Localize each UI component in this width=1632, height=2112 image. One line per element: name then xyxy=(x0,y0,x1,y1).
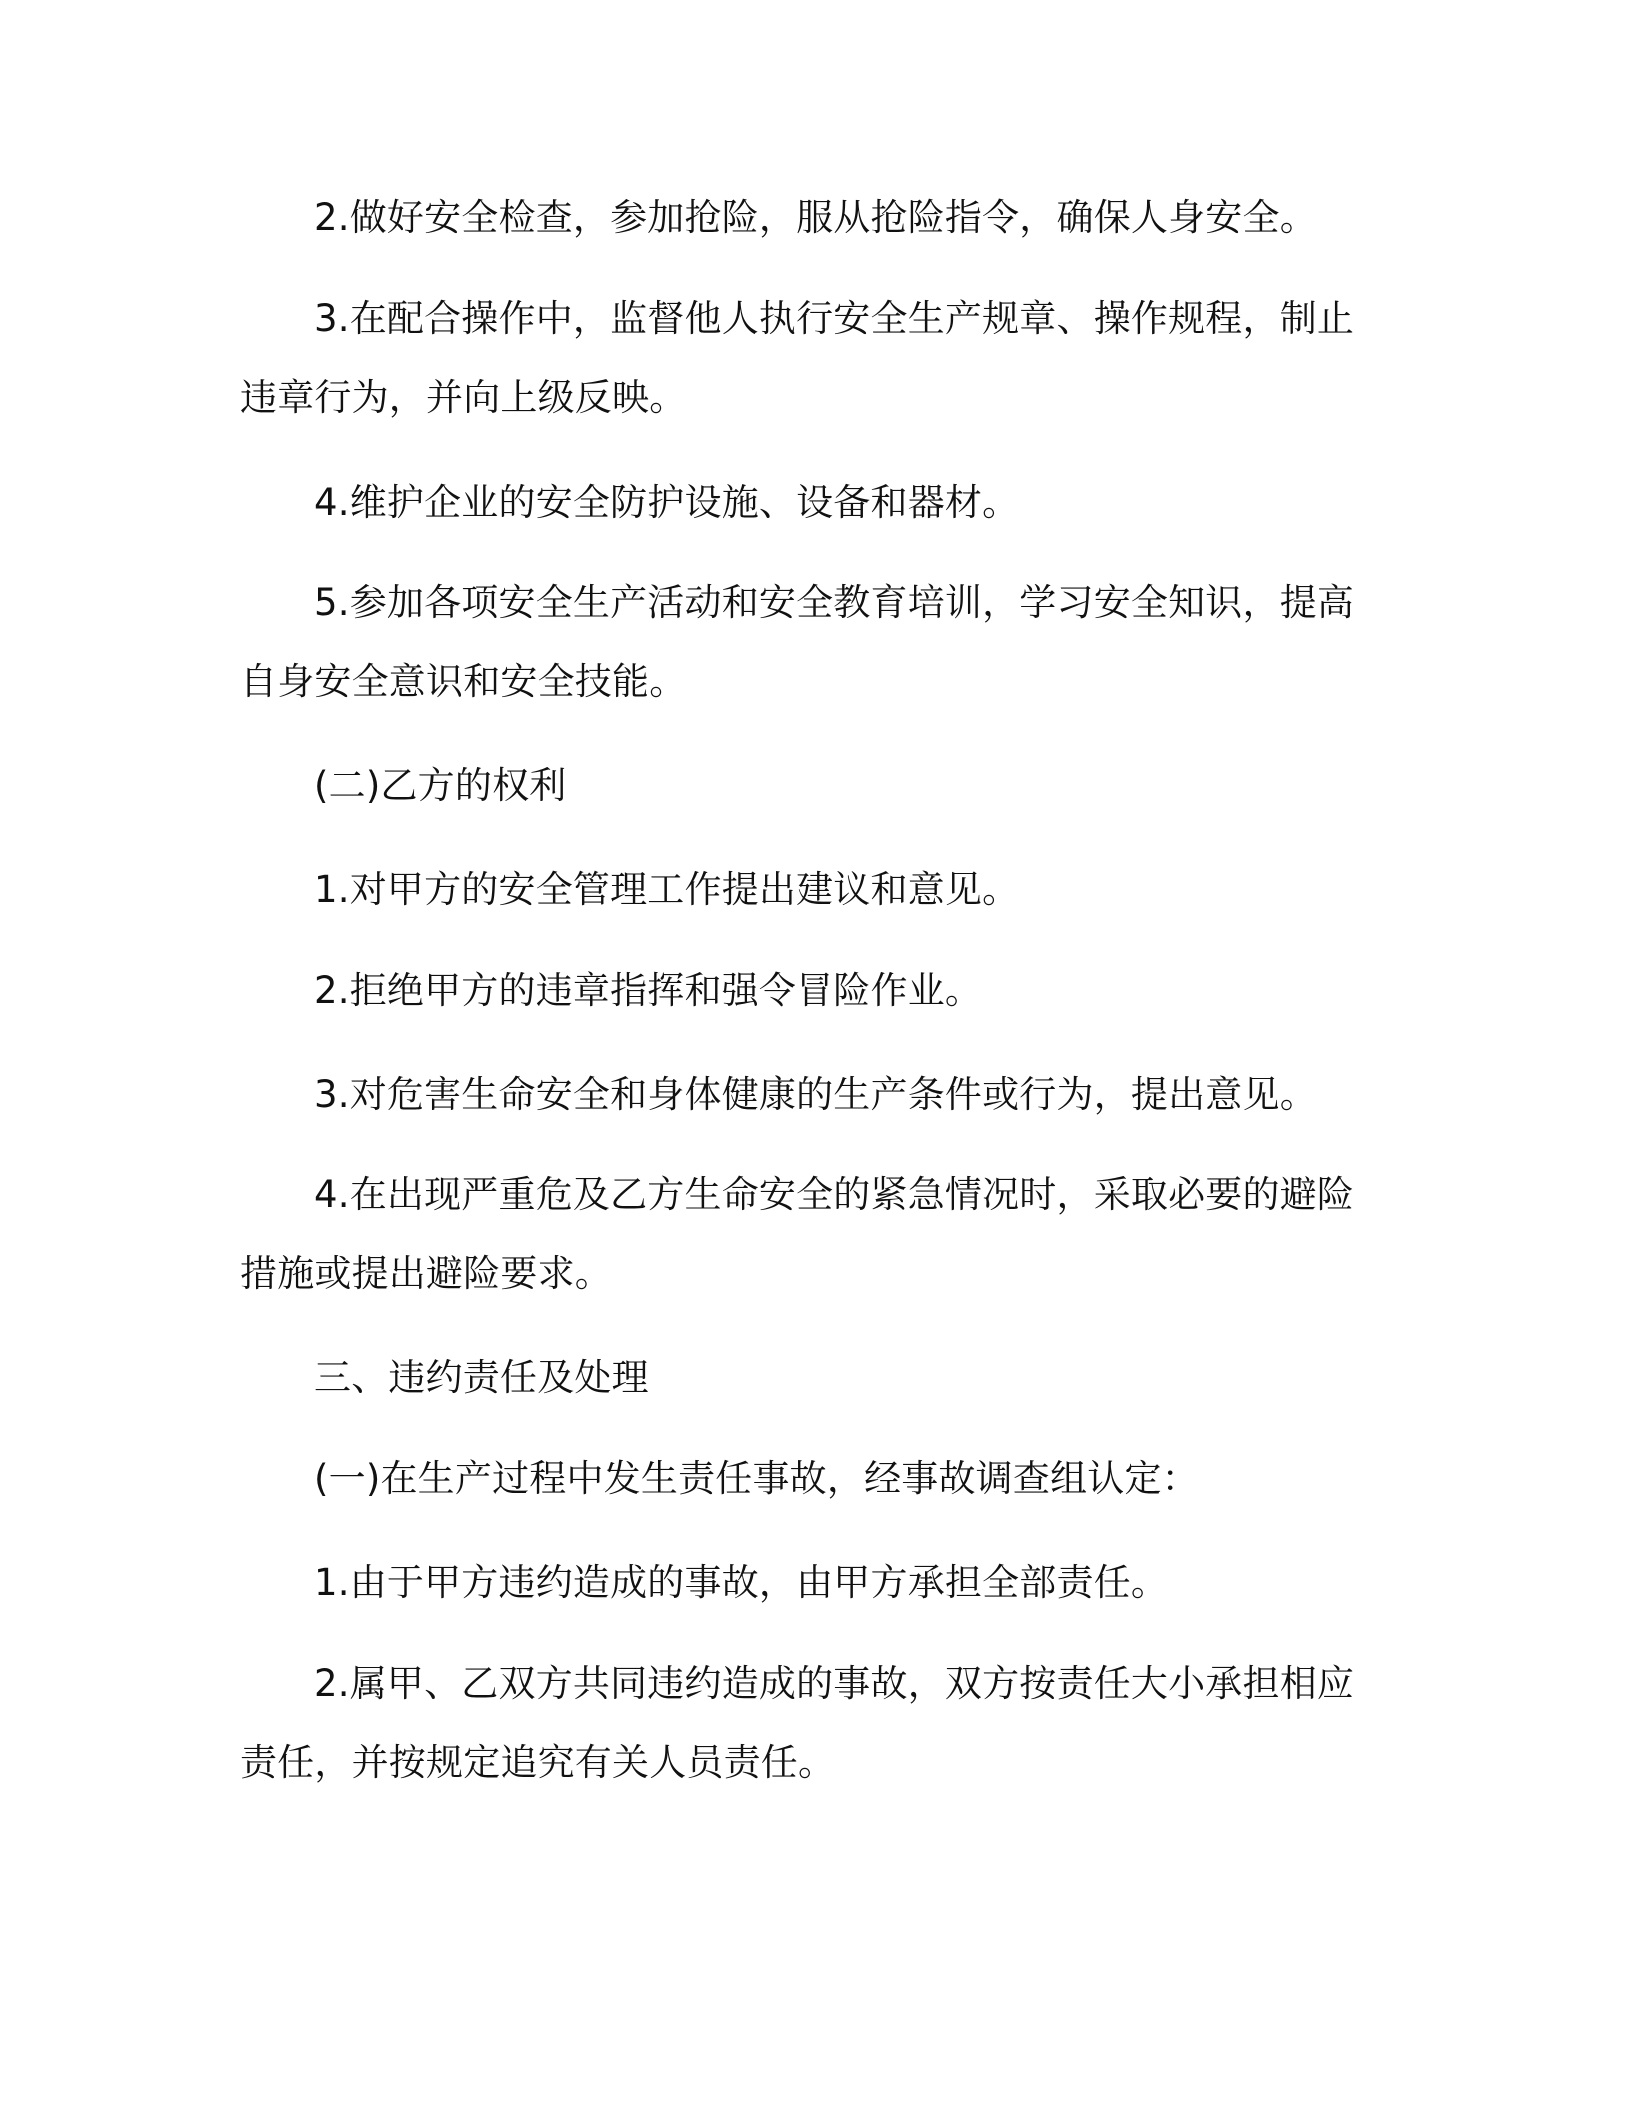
paragraph-line: 3.对危害生命安全和身体健康的生产条件或行为，提出意见。 xyxy=(314,1073,1317,1116)
paragraph-line: 1.对甲方的安全管理工作提出建议和意见。 xyxy=(314,868,1020,911)
paragraph-line: 4.在出现严重危及乙方生命安全的紧急情况时，采取必要的避险 xyxy=(314,1173,1355,1216)
paragraph-line: 2.属甲、乙双方共同违约造成的事故，双方按责任大小承担相应 xyxy=(314,1662,1355,1705)
paragraph-line: 2.拒绝甲方的违章指挥和强令冒险作业。 xyxy=(314,969,983,1012)
paragraph-line: (一)在生产过程中发生责任事故，经事故调查组认定： xyxy=(314,1457,1199,1500)
paragraph-line: 违章行为，并向上级反映。 xyxy=(240,376,687,419)
paragraph-line: 措施或提出避险要求。 xyxy=(240,1252,612,1295)
section-heading: (二)乙方的权利 xyxy=(314,764,567,807)
paragraph-line: 5.参加各项安全生产活动和安全教育培训，学习安全知识，提高 xyxy=(314,581,1355,624)
paragraph-line: 3.在配合操作中，监督他人执行安全生产规章、操作规程，制止 xyxy=(314,297,1355,340)
paragraph-line: 1.由于甲方违约造成的事故，由甲方承担全部责任。 xyxy=(314,1561,1169,1604)
paragraph-line: 责任，并按规定追究有关人员责任。 xyxy=(240,1741,836,1784)
section-heading: 三、违约责任及处理 xyxy=(314,1356,649,1399)
paragraph-line: 2.做好安全检查，参加抢险，服从抢险指令，确保人身安全。 xyxy=(314,196,1317,239)
paragraph-line: 4.维护企业的安全防护设施、设备和器材。 xyxy=(314,481,1020,524)
paragraph-line: 自身安全意识和安全技能。 xyxy=(240,660,687,703)
